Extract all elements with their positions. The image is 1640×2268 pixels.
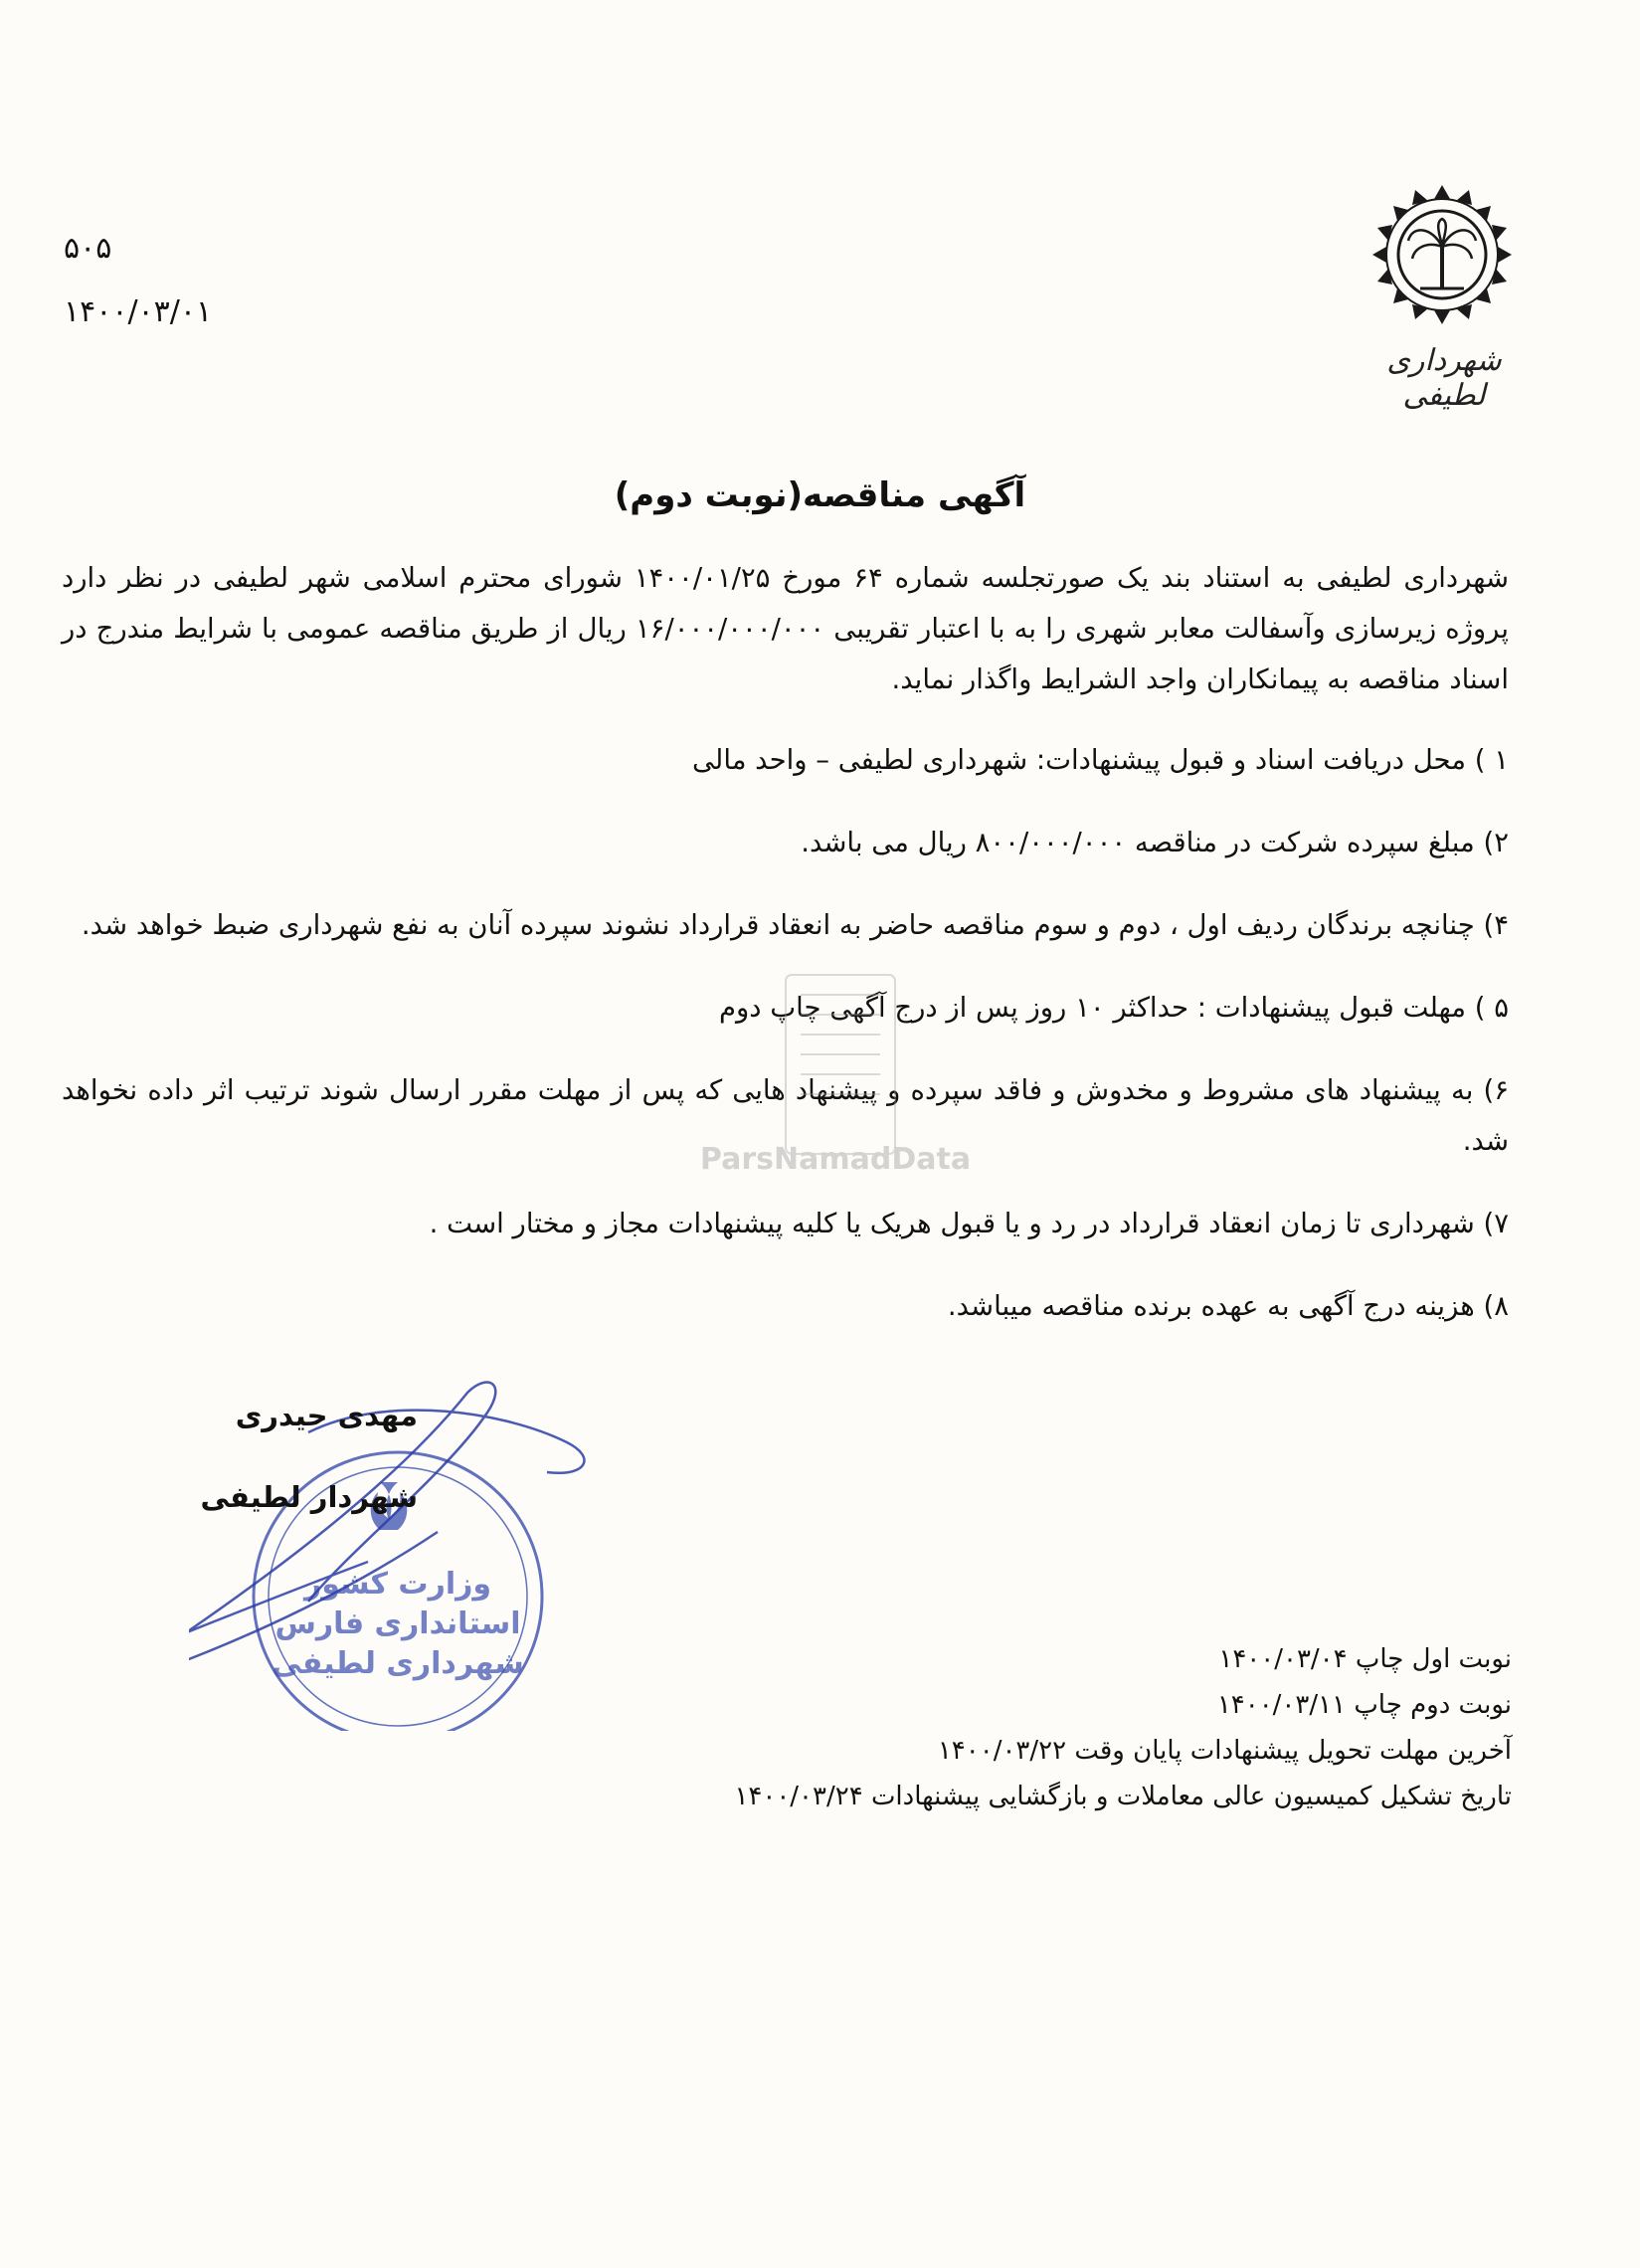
- svg-text:وزارت کشور: وزارت کشور: [303, 1567, 492, 1602]
- watermark-logo: [637, 955, 1034, 1293]
- svg-text:استانداری فارس: استانداری فارس: [274, 1606, 521, 1641]
- notice-item: ۵ ) مهلت قبول پیشنهادات : حداکثر ۱۰ روز پس از درج آگهی چاپ دوم: [718, 992, 1509, 1024]
- schedule-line: آخرین مهلت تحویل پیشنهادات پایان وقت ۱۴۰۰/۰۳/۲۲: [937, 1736, 1512, 1766]
- schedule-line: تاریخ تشکیل کمیسیون عالی معاملات و بازگشایی پیشنهادات ۱۴۰۰/۰۳/۲۴: [734, 1782, 1512, 1811]
- letter-number: ۵۰۵: [64, 231, 112, 266]
- notice-item: ۷) شهرداری تا زمان انعقاد قرارداد در رد و یا قبول هریک یا کلیه پیشنهادات مجاز و مختار است .: [429, 1208, 1509, 1239]
- notice-item: ۴) چنانچه برندگان ردیف اول ، دوم و سوم مناقصه حاضر به انعقاد قرارداد نشوند سپرده آنان به نفع شهرداری ضبط خواهد شد.: [81, 909, 1509, 941]
- letter-date: ۱۴۰۰/۰۳/۰۱: [64, 294, 213, 329]
- logo-caption: شهرداری لطیفی: [1386, 343, 1502, 413]
- notice-item: ۱ ) محل دریافت اسناد و قبول پیشنهادات: شهرداری لطیفی – واحد مالی: [692, 744, 1509, 776]
- notice-item: ۶) به پیشنهاد های مشروط و مخدوش و فاقد سپرده و پیشنهاد هایی که پس از مهلت مقرر ارسال شوند ترتیب اثر داده نخواهد شد.: [62, 1074, 1509, 1157]
- svg-text:ParsNamadData: ParsNamadData: [699, 1142, 972, 1177]
- svg-text:شهرداری لطیفی: شهرداری لطیفی: [272, 1646, 524, 1681]
- schedule-line: نوبت دوم چاپ ۱۴۰۰/۰۳/۱۱: [1216, 1690, 1512, 1720]
- signer-name: مهدی حیدری: [235, 1399, 418, 1432]
- signer-role: شهردار لطیفی: [200, 1480, 418, 1514]
- print-schedule: [734, 1636, 1512, 1819]
- notice-title: آگهی مناقصه(نوبت دوم): [614, 475, 1026, 515]
- notice-intro: شهرداری لطیفی به استناد بند یک صورتجلسه شماره ۶۴ مورخ ۱۴۰۰/۰۱/۲۵ شورای محترم اسلامی شهر لطیفی در نظر دارد پروژه زیرسازی وآسفالت معابر شهری را به با اعتبار تقریبی ۱۶/۰۰۰/۰۰۰/۰۰۰ ریال از طریق مناقصه عمومی با شرایط مندرج در اسناد مناقصه به پیمانکاران واجد الشرایط واگذار نماید.: [62, 562, 1510, 695]
- notice-item: ۸) هزینه درج آگهی به عهده برنده مناقصه میباشد.: [947, 1290, 1509, 1322]
- notice-item: ۲) مبلغ سپرده شرکت در مناقصه ۸۰۰/۰۰۰/۰۰۰ ریال می باشد.: [801, 827, 1509, 858]
- schedule-line: نوبت اول چاپ ۱۴۰۰/۰۳/۰۴: [1218, 1644, 1512, 1674]
